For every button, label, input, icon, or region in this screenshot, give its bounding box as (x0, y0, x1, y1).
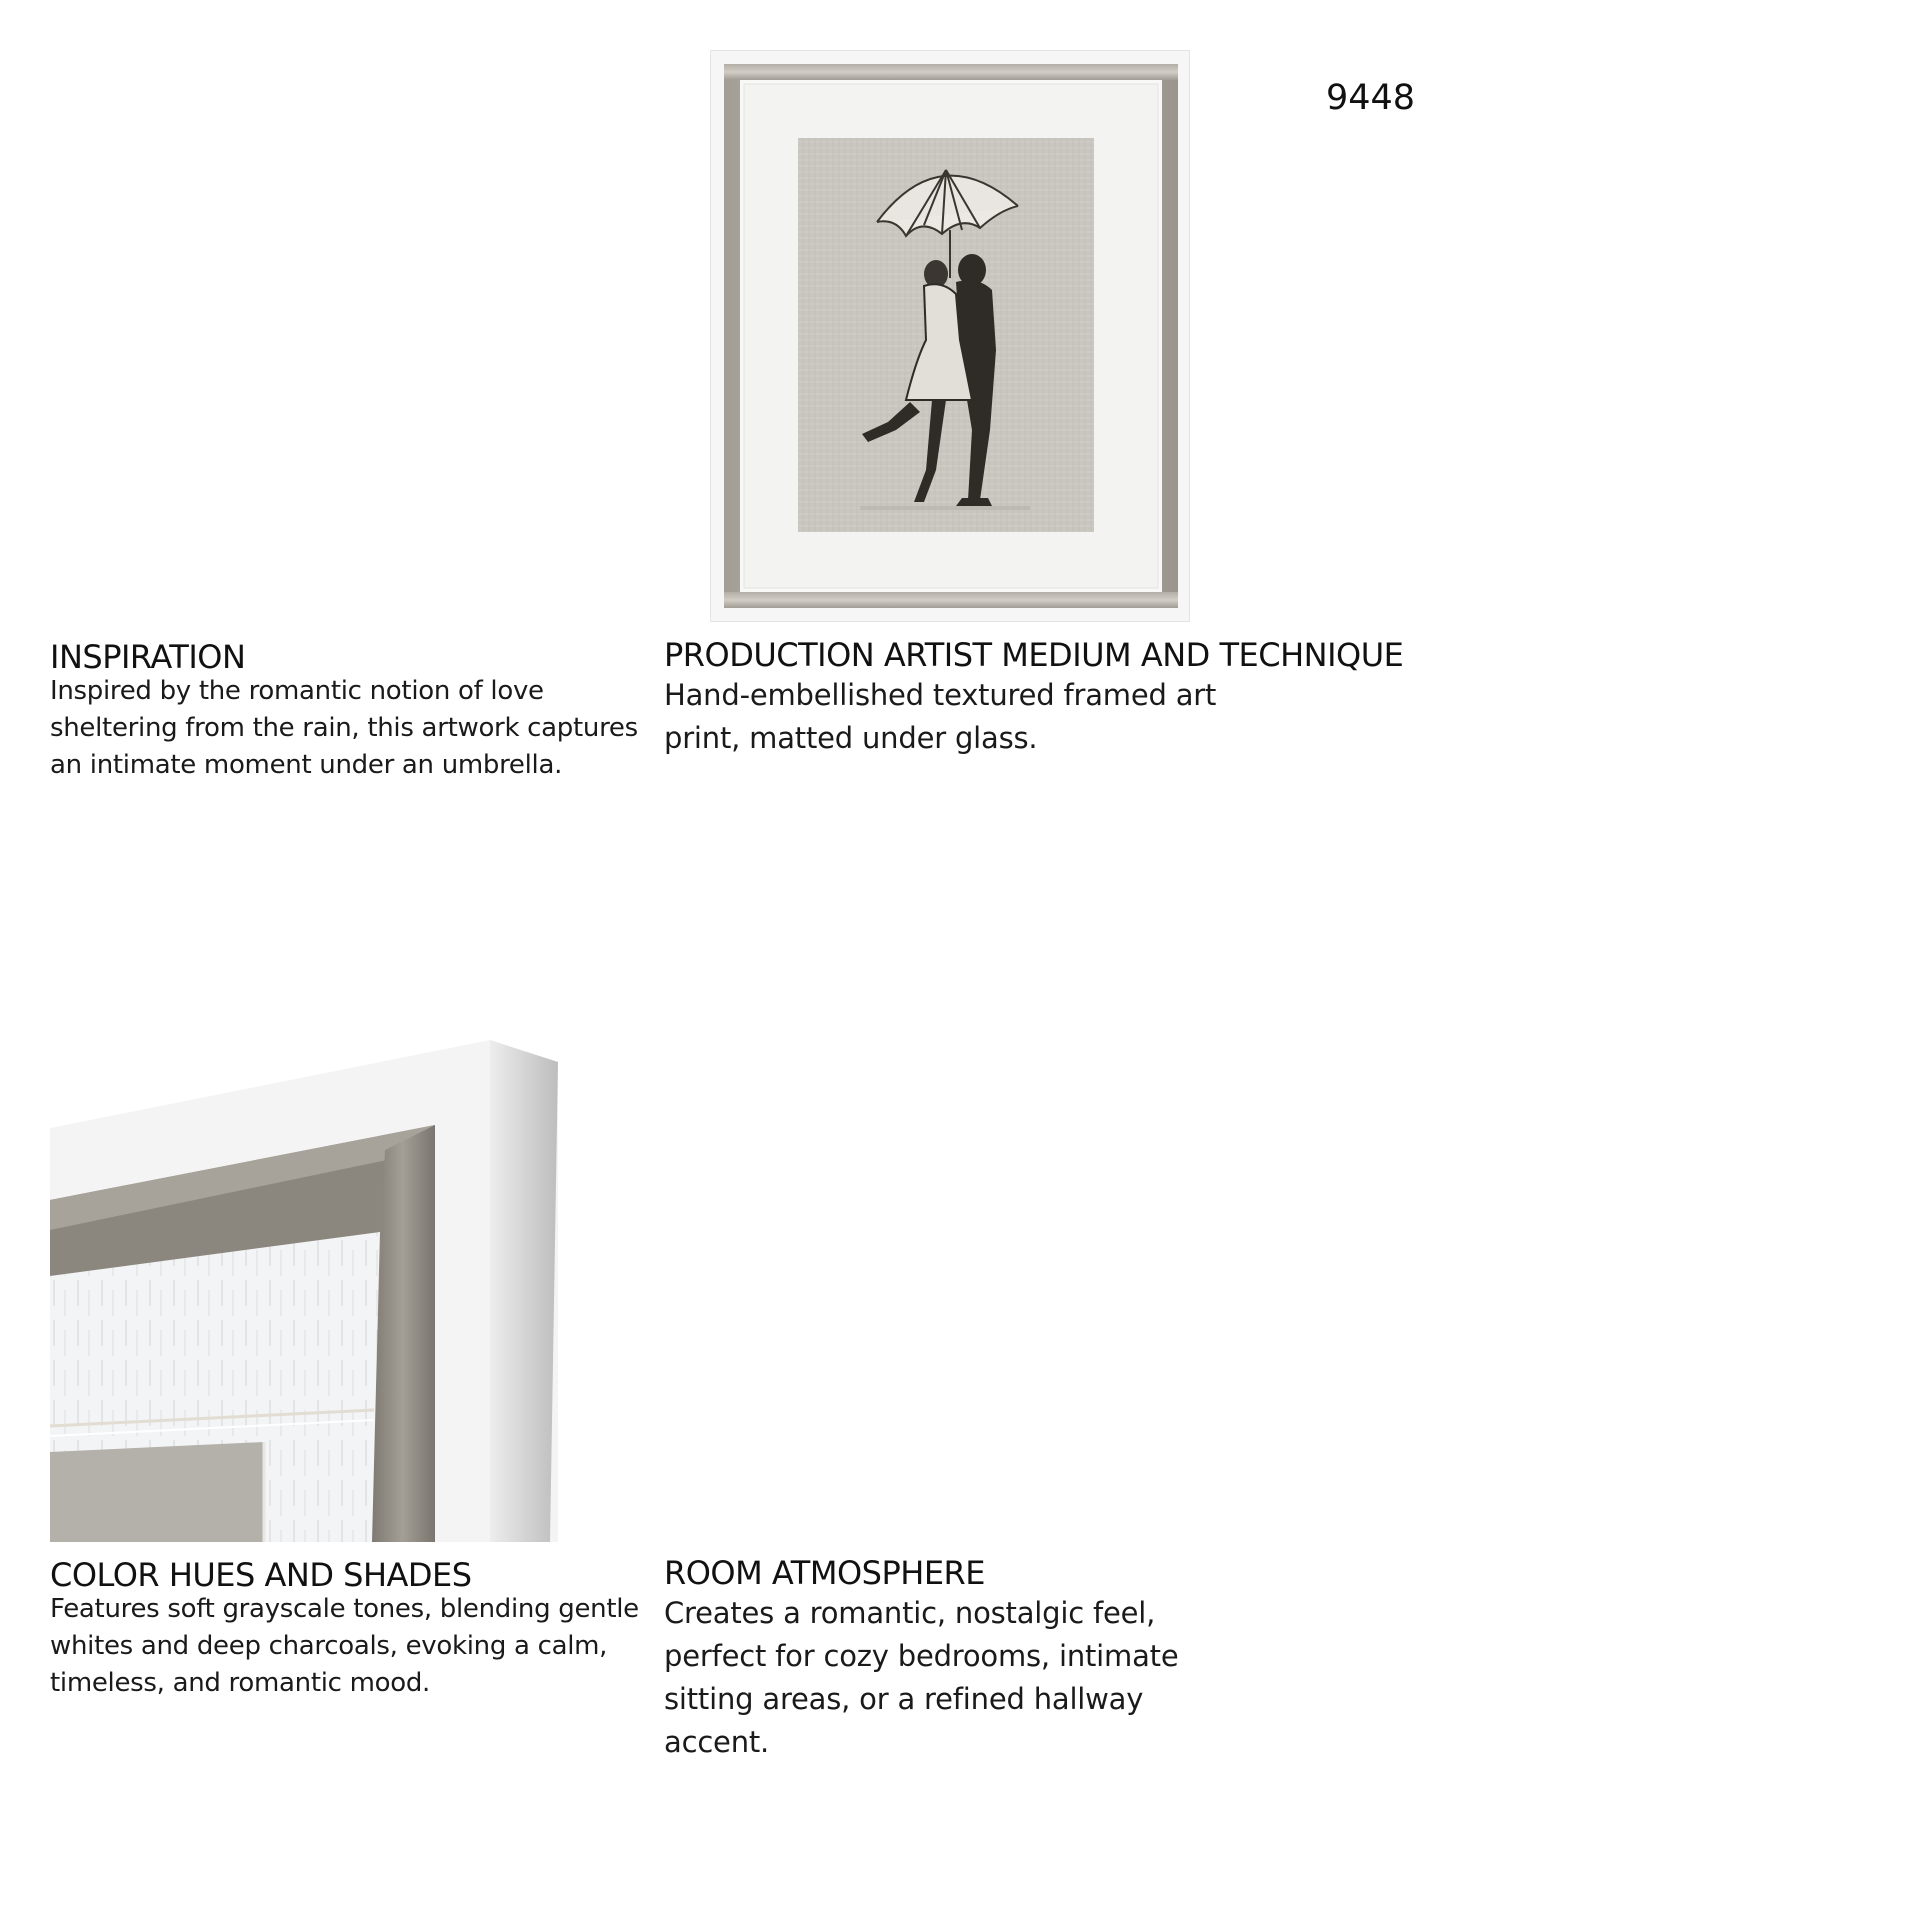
framed-artwork-image (710, 50, 1190, 622)
production-heading: PRODUCTION ARTIST MEDIUM AND TECHNIQUE (664, 636, 1404, 674)
color-heading: COLOR HUES AND SHADES (50, 1556, 472, 1594)
inspiration-description: Inspired by the romantic notion of love sheltering from the rain, this artwork captures an intimate moment under an umbrella. (50, 676, 638, 780)
frame-corner-detail-image (50, 1040, 558, 1542)
room-atmosphere-heading: ROOM ATMOSPHERE (664, 1554, 985, 1592)
color-description: Features soft grayscale tones, blending gentle whites and deep charcoals, evoking a calm, timeless, and romantic mood. (50, 1594, 639, 1698)
product-sku: 9448 (1326, 78, 1416, 118)
inspiration-heading: INSPIRATION (50, 638, 246, 676)
production-description: Hand-embellished textured framed art print, matted under glass. (664, 678, 1217, 755)
room-atmosphere-description: Creates a romantic, nostalgic feel, perfect for cozy bedrooms, intimate sitting areas, or a refined hallway accent. (664, 1596, 1179, 1759)
